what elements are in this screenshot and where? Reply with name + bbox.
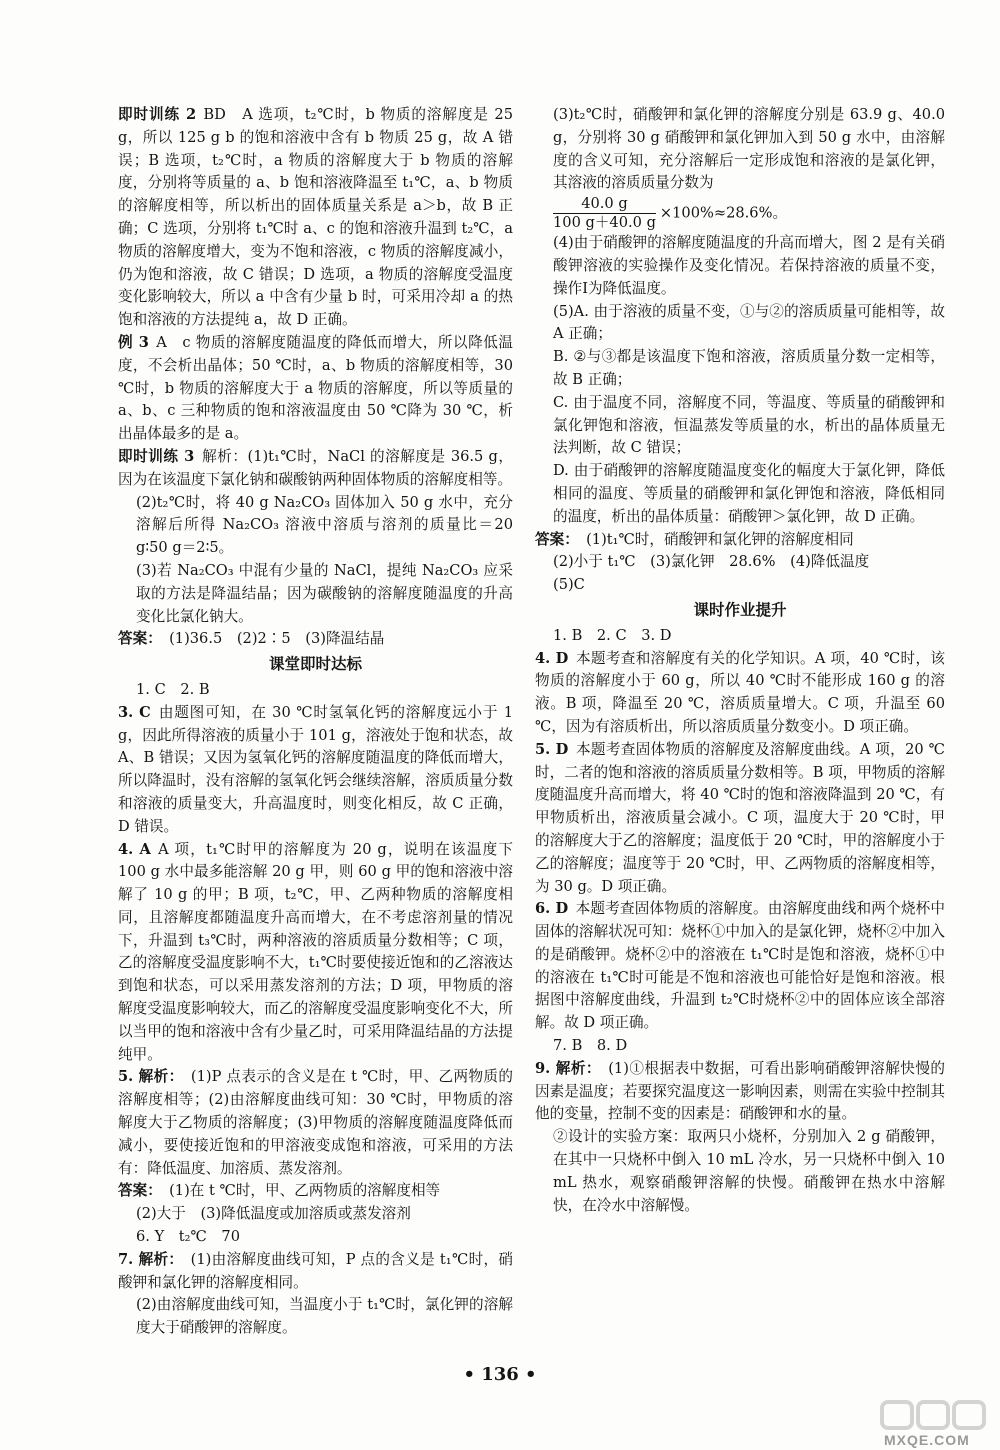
paragraph-text: (1)t₁℃时，硝酸钾和氯化钾的溶解度相同	[586, 530, 854, 548]
right-column-part-a	[535, 104, 945, 195]
watermark-text: MXQE.COM	[884, 1432, 970, 1448]
paragraph-label: 即时训练 3	[118, 447, 195, 465]
paragraph-text: 本题考查和溶解度有关的化学知识。A 项，40 ℃时，该物质的溶解度小于 60 g，所以 40 ℃时不能形成 160 g 的溶液。B 项，降温至 20 ℃，溶质质量增大。C 项，升温至 60 ℃，因为有溶质析出，所以溶质质量分数变小。D 项正确。	[535, 649, 945, 735]
section-heading: 课堂即时达标	[268, 654, 362, 674]
paragraph-text: (1)36.5 (2)2∶5 (3)降温结晶	[169, 630, 385, 648]
paragraph	[118, 702, 513, 839]
paragraph-text: BD A 选项，t₂℃时，b 物质的溶解度是 25 g，所以 125 g b 的饱和溶液中含有 b 物质 25 g，故 A 错误；B 选项，t₂℃时，a 物质的溶解度大于 b 物质的溶解度，分别将等质量的 a、b 饱和溶液降温至 t₁℃，a、b 物质的溶解度相等，所以析出的固体质量关系是 a＞b，故 B 正确；C 选项，分别将 t₁℃时 a、c 的饱和溶液升温到 t₂℃，a 物质的溶解度增大，变为不饱和溶液，c 物质的溶解度减小，仍为饱和溶液，故 C 错误；D 选项，a 物质的溶解度受温度变化影响较大，所以 a 中含有少量 b 时，可采用冷却 a 的热饱和溶液的方法提纯 a，故 D 正确。	[118, 106, 513, 329]
paragraph	[535, 104, 945, 195]
paragraph-label: 例 3	[118, 333, 149, 351]
paragraph-text: (5)C	[553, 576, 585, 594]
paragraph-text: 6. Y t₂℃ 70	[136, 1228, 240, 1246]
paragraph	[535, 301, 945, 347]
paragraph	[535, 529, 945, 552]
paragraph	[535, 551, 945, 574]
paragraph-text: 由题图可知，在 30 ℃时氢氧化钙的溶解度远小于 1 g，因此所得溶液的质量小于 101 g，溶液处于饱和状态，故 A、B 错误；又因为氢氧化钙的溶解度随温度的降低而增大，所以降温时，没有溶解的氢氧化钙会继续溶解，溶质质量分数和溶液的质量变大，升高温度时，则变化相反，故 C 正确，D 错误。	[118, 703, 513, 835]
paragraph	[118, 332, 513, 446]
paragraph	[118, 839, 513, 1067]
paragraph-text: 本题考查固体物质的溶解度及溶解度曲线。A 项，20 ℃时，二者的饱和溶液的溶质质量分数相等。B 项，甲物质的溶解度随温度升高而增大，将 40 ℃时的饱和溶液降温到 20 ℃，有甲物质析出，溶液质量会减小。C 项，温度大于 20 ℃时，甲的溶解度大于乙的溶解度；温度低于 20 ℃时，甲的溶解度小于乙的溶解度；温度等于 20 ℃时，甲、乙两物质的溶解度相等，为 30 g。D 项正确。	[535, 740, 945, 895]
paragraph	[535, 648, 945, 739]
paragraph	[118, 1203, 513, 1226]
paragraph-text: (3)t₂℃时，硝酸钾和氯化钾的溶解度分别是 63.9 g、40.0 g，分别将 30 g 硝酸钾和氯化钾加入到 50 g 水中，由溶解度的含义可知，充分溶解后一定形成饱和溶液的是氯化钾，其溶液的溶质质量分数为	[553, 106, 945, 192]
left-column	[118, 104, 513, 1340]
paragraph	[535, 574, 945, 597]
paragraph-text: (2)t₂℃时，将 40 g Na₂CO₃ 固体加入 50 g 水中，充分溶解后所得 Na₂CO₃ 溶液中溶质与溶剂的质量比＝20 g∶50 g＝2∶5。	[136, 493, 513, 557]
paragraph	[535, 898, 945, 1035]
paragraph-label: 4. D	[535, 649, 569, 667]
paragraph-text: D. 由于硝酸钾的溶解度随温度变化的幅度大于氯化钾，降低相同的温度、等质量的硝酸钾和氯化钾饱和溶液，降低相同的温度，析出的晶体质量：硝酸钾＞氯化钾，故 D 正确。	[553, 462, 945, 525]
right-column-part-b	[535, 232, 945, 1217]
paragraph	[535, 1035, 945, 1058]
paragraph-label: 5. 解析：	[118, 1068, 184, 1086]
fraction-result: ×100%≈28.6%。	[659, 204, 788, 222]
paragraph-label: 答案：	[118, 1182, 162, 1200]
paragraph-text: (1)在 t ℃时，甲、乙两物质的溶解度相等	[169, 1182, 441, 1200]
paragraph	[118, 446, 513, 492]
paragraph-text: 解析：(1)t₁℃时，NaCl 的溶解度是 36.5 g，因为在该温度下氯化钠和碳酸钠两种固体物质的溶解度相等。	[118, 447, 513, 488]
paragraph-label: 6. D	[535, 900, 569, 918]
paragraph-label: 9. 解析：	[535, 1059, 601, 1077]
paragraph	[118, 1294, 513, 1340]
paragraph-label: 答案：	[118, 630, 162, 648]
paragraph-text: (1)①根据表中数据，可看出影响硝酸钾溶解快慢的因素是温度；若要探究温度这一影响因素，则需在实验中控制其他的变量，控制不变的因素是：硝酸钾和水的量。	[535, 1059, 945, 1123]
fraction-denominator: 100 g＋40.0 g	[553, 214, 656, 232]
page-number: • 136 •	[463, 1364, 537, 1385]
paragraph-label: 5. D	[535, 740, 569, 758]
paragraph-text: (3)若 Na₂CO₃ 中混有少量的 NaCl，提纯 Na₂CO₃ 应采取的方法是降温结晶；因为碳酸钠的溶解度随温度的升高变化比氯化钠大。	[136, 561, 513, 625]
paragraph	[118, 104, 513, 332]
paragraph-text: (5)A. 由于溶液的质量不变，①与②的溶质质量可能相等，故 A 正确；	[553, 302, 945, 343]
paragraph-text: (2)由溶解度曲线可知，当温度小于 t₁℃时，氯化钾的溶解度大于硝酸钾的溶解度。	[136, 1296, 513, 1337]
paragraph-text: (1)P 点表示的含义是在 t ℃时，甲、乙两物质的溶解度相等；(2)由溶解度曲线可知：30 ℃时，甲物质的溶解度大于乙物质的溶解度；(3)甲物质的溶解度随温度降低而减小，要使接近饱和的甲溶液变成饱和溶液，可采用的方法有：降低温度、加溶质、蒸发溶剂。	[118, 1068, 513, 1177]
paragraph-text: (2)小于 t₁℃ (3)氯化钾 28.6% (4)降低温度	[553, 553, 870, 571]
paragraph	[535, 392, 945, 460]
paragraph	[118, 560, 513, 628]
paragraph-text: 7. B 8. D	[553, 1037, 628, 1055]
right-column	[535, 104, 945, 1217]
paragraph-text: 本题考查固体物质的溶解度。由溶解度曲线和两个烧杯中固体的溶解状况可知：烧杯①中加入的是氯化钾，烧杯②中加入的是硝酸钾。烧杯②中的溶液在 t₁℃时是饱和溶液，烧杯①中的溶液在 t₁℃时可能是不饱和溶液也可能恰好是饱和溶液。根据图中溶解度曲线，升温到 t₂℃时烧杯②中的固体应该全部溶解。故 D 项正确。	[535, 900, 945, 1032]
paragraph-text: (1)由溶解度曲线可知，P 点的含义是 t₁℃时，硝酸钾和氯化钾的溶解度相同。	[118, 1250, 513, 1291]
paragraph	[118, 1180, 513, 1203]
paragraph-text: A 项，t₁℃时甲的溶解度为 20 g，说明在该温度下 100 g 水中最多能溶解 20 g 甲，则 60 g 甲的饱和溶液中溶解了 10 g 的甲；B 项，t₂℃，甲、乙两种物质的溶解度相同，且溶解度都随温度升高而增大，在不考虑溶剂量的情况下，升温到 t₃℃时，两种溶液的溶质质量分数相等；C 项，乙的溶解度受温度影响不大，t₁℃时要使接近饱和的乙溶液达到饱和状态，可以采用蒸发溶剂的方法；D 项，甲物质的溶解度受温度影响较大，而乙的溶解度受温度影响变化不大，所以当甲的饱和溶液中含有少量乙时，可采用降温结晶的方法提纯甲。	[118, 840, 513, 1063]
section-heading: 课时作业提升	[693, 599, 787, 619]
fraction-formula	[535, 195, 945, 232]
paragraph-text: 1. B 2. C 3. D	[553, 626, 672, 644]
paragraph	[535, 460, 945, 528]
paragraph	[535, 232, 945, 300]
paragraph-text: (2)大于 (3)降低温度或加溶质或蒸发溶剂	[136, 1205, 411, 1223]
paragraph-text: 1. C 2. B	[136, 680, 210, 698]
fraction-numerator: 40.0 g	[553, 195, 656, 214]
paragraph-label: 7. 解析：	[118, 1250, 184, 1268]
paragraph-text: A c 物质的溶解度随温度的降低而增大，所以降低温度，不会析出晶体；50 ℃时，a、b 物质的溶解度相等，30 ℃时，b 物质的溶解度大于 a 物质的溶解度，所以等质量的 a、b、c 三种物质的饱和溶液温度由 50 ℃降为 30 ℃，析出晶体最多的是 a。	[118, 333, 513, 443]
paragraph	[535, 1058, 945, 1126]
paragraph	[535, 739, 945, 899]
paragraph	[118, 679, 513, 702]
paragraph-text: ②设计的实验方案：取两只小烧杯，分别加入 2 g 硝酸钾，在其中一只烧杯中倒入 10 mL 冷水，另一只烧杯中倒入 10 mL 热水，观察硝酸钾溶解的快慢。硝酸钾在热水中溶解快，在冷水中溶解慢。	[553, 1128, 945, 1214]
paragraph-label: 答案：	[535, 530, 579, 548]
paragraph-text: (4)由于硝酸钾的溶解度随温度的升高而增大，图 2 是有关硝酸钾溶液的实验操作及变化情况。若保持溶液的质量不变，操作Ⅰ为降低温度。	[553, 234, 945, 297]
paragraph	[118, 1249, 513, 1295]
paragraph-label: 4. A	[118, 840, 151, 858]
paragraph	[118, 1066, 513, 1180]
paragraph-text: C. 由于温度不同，溶解度不同，等温度、等质量的硝酸钾和氯化钾饱和溶液，恒温蒸发等质量的水，析出的晶体质量无法判断，故 C 错误；	[553, 393, 945, 457]
fraction	[553, 195, 656, 232]
paragraph	[535, 1126, 945, 1217]
paragraph-label: 3. C	[118, 703, 151, 721]
paragraph	[118, 628, 513, 651]
paragraph	[535, 625, 945, 648]
paragraph	[118, 1226, 513, 1249]
paragraph	[535, 346, 945, 392]
paragraph	[118, 492, 513, 560]
paragraph-text: B. ②与③都是该温度下饱和溶液，溶质质量分数一定相等，故 B 正确；	[553, 348, 945, 388]
paragraph-label: 即时训练 2	[118, 106, 197, 123]
